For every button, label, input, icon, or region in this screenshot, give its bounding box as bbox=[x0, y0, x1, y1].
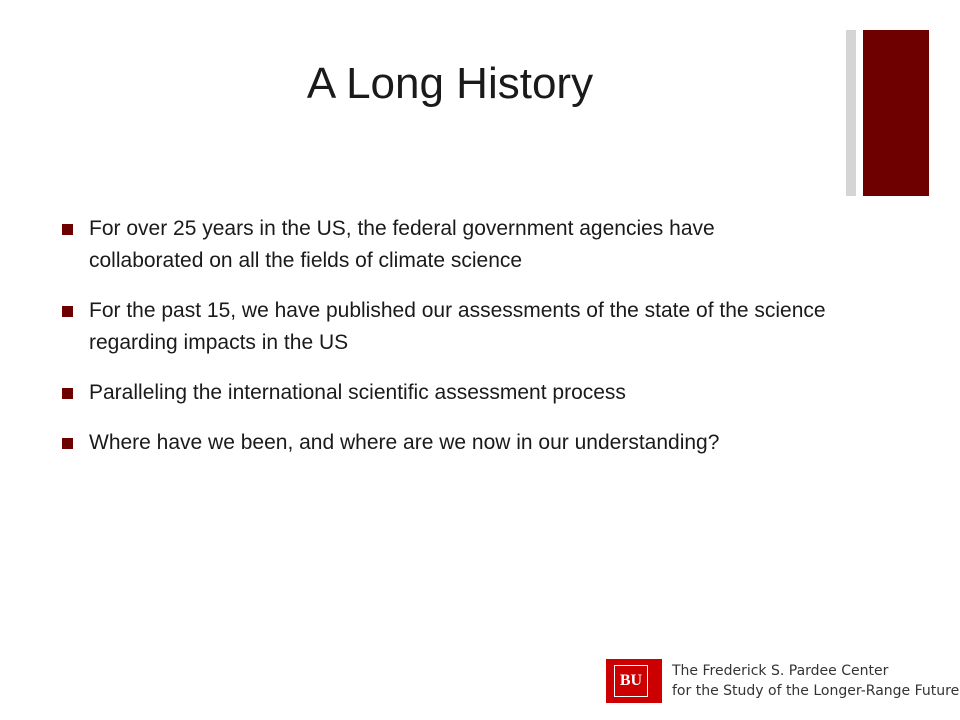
bullet-text: For over 25 years in the US, the federal government agencies have collaborated on all the fields of climate science bbox=[89, 217, 715, 272]
square-bullet-icon bbox=[62, 306, 73, 317]
square-bullet-icon bbox=[62, 388, 73, 399]
bullet-text: Paralleling the international scientific assessment process bbox=[89, 381, 626, 404]
bullet-item bbox=[62, 295, 832, 359]
bullet-item bbox=[62, 427, 832, 459]
logo-line-1: The Frederick S. Pardee Center bbox=[672, 663, 889, 679]
bu-logo-mark: BU bbox=[614, 665, 648, 697]
bullet-text: Where have we been, and where are we now in our understanding? bbox=[89, 431, 720, 454]
logo-line-2: for the Study of the Longer-Range Future bbox=[672, 683, 960, 699]
bullet-list bbox=[62, 213, 832, 477]
square-bullet-icon bbox=[62, 438, 73, 449]
slide-title: A Long History bbox=[306, 59, 594, 108]
accent-bar-red bbox=[863, 30, 929, 196]
logo-text bbox=[672, 661, 959, 701]
bullet-item bbox=[62, 213, 832, 277]
square-bullet-icon bbox=[62, 224, 73, 235]
accent-bar-gray bbox=[846, 30, 856, 196]
bullet-item bbox=[62, 377, 832, 409]
pardee-center-logo bbox=[606, 657, 960, 705]
bu-logo-tab bbox=[656, 659, 662, 703]
bullet-text: For the past 15, we have published our assessments of the state of the science regarding impacts in the US bbox=[89, 299, 826, 354]
bu-logo-icon bbox=[606, 659, 656, 703]
